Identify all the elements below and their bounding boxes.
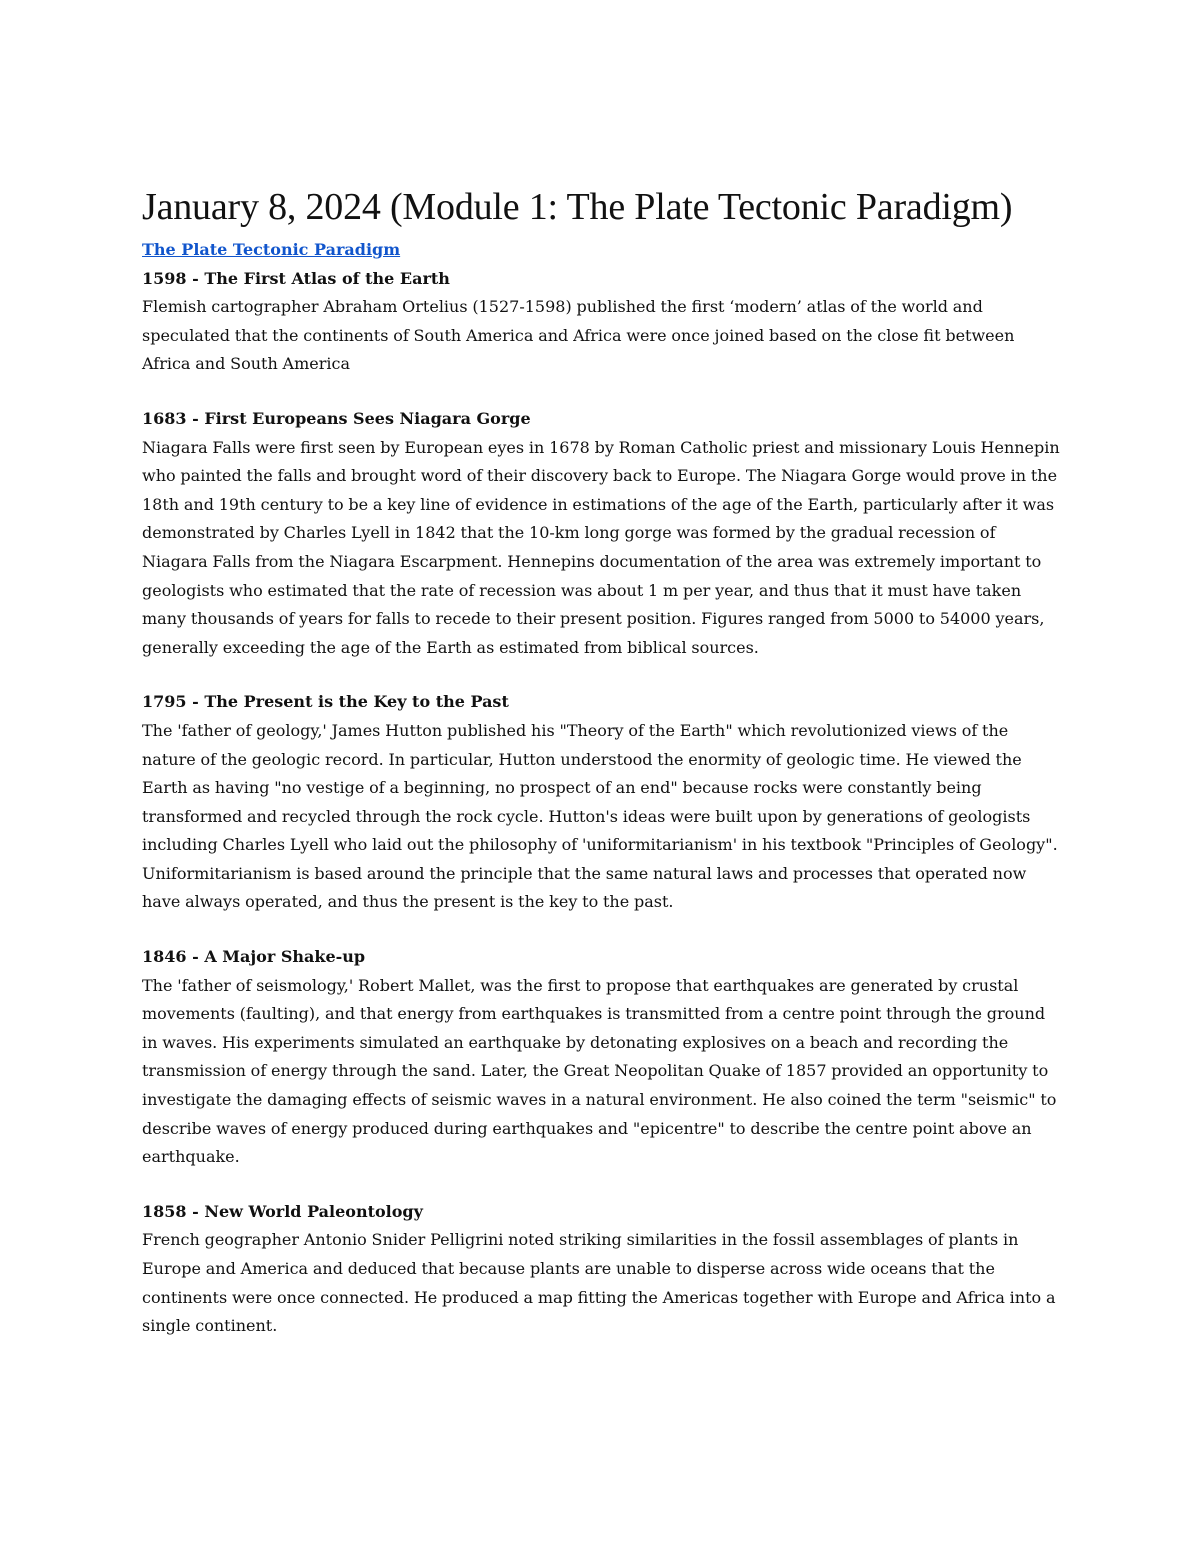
entry-heading: 1598 - The First Atlas of the Earth [142,268,450,288]
entry-heading: 1683 - First Europeans Sees Niagara Gorge [142,408,531,428]
timeline-entry-1858 [142,1198,1062,1341]
entry-body: The 'father of seismology,' Robert Mallet, was the first to propose that earthquakes are generated by crustal movements (faulting), and that energy from earthquakes is transmitted from a centre point through the ground in waves. His experiments simulated an earthquake by detonating explosives on a beach and recording the transmission of energy through the sand. Later, the Great Neopolitan Quake of 1857 provided an opportunity to investigate the damaging effects of seismic waves in a natural environment. He also coined the term "seismic" to describe waves of energy produced during earthquakes and "epicentre" to describe the centre point above an earthquake. [142,975,1057,1167]
entry-body: The 'father of geology,' James Hutton published his "Theory of the Earth" which revolutionized views of the nature of the geologic record. In particular, Hutton understood the enormity of geologic time. He viewed the Earth as having "no vestige of a beginning, no prospect of an end" because rocks were constantly being transformed and recycled through the rock cycle. Hutton's ideas were built upon by generations of geologists including Charles Lyell who laid out the philosophy of 'uniformitarianism' in his textbook "Principles of Geology". Uniformitarianism is based around the principle that the same natural laws and processes that operated now have always operated, and thus the present is the key to the past. [142,720,1058,912]
timeline-entry-1795 [142,688,1062,917]
entry-body: French geographer Antonio Snider Pelligrini noted striking similarities in the fossil assemblages of plants in Europe and America and deduced that because plants are unable to disperse across wide oceans that the continents were once connected. He produced a map fitting the Americas together with Europe and Africa into a single continent. [142,1230,1056,1336]
timeline-entry-1846 [142,943,1062,1172]
plate-tectonic-paradigm-link[interactable]: The Plate Tectonic Paradigm [142,240,401,259]
timeline-entry-1683 [142,405,1062,662]
entry-heading: 1858 - New World Paleontology [142,1201,423,1221]
document-content [142,184,1062,1367]
entry-body: Niagara Falls were first seen by European eyes in 1678 by Roman Catholic priest and missionary Louis Hennepin who painted the falls and brought word of their discovery back to Europe. The Niagara Gorge would prove in the 18th and 19th century to be a key line of evidence in estimations of the age of the Earth, particularly after it was demonstrated by Charles Lyell in 1842 that the 10-km long gorge was formed by the gradual recession of Niagara Falls from the Niagara Escarpment. Hennepins documentation of the area was extremely important to geologists who estimated that the rate of recession was about 1 m per year, and thus that it must have taken many thousands of years for falls to recede to their present position. Figures ranged from 5000 to 54000 years, generally exceeding the age of the Earth as estimated from biblical sources. [142,437,1060,657]
document-title: January 8, 2024 (Module 1: The Plate Tectonic Paradigm) [142,186,1013,228]
entry-heading: 1846 - A Major Shake-up [142,947,366,967]
entry-heading: 1795 - The Present is the Key to the Past [142,692,509,712]
entry-body: Flemish cartographer Abraham Ortelius (1527-1598) published the first ‘modern’ atlas of the world and speculated that the continents of South America and Africa were once joined based on the close fit between Africa and South America [142,297,1015,374]
timeline-entry-1598 [142,265,1062,379]
